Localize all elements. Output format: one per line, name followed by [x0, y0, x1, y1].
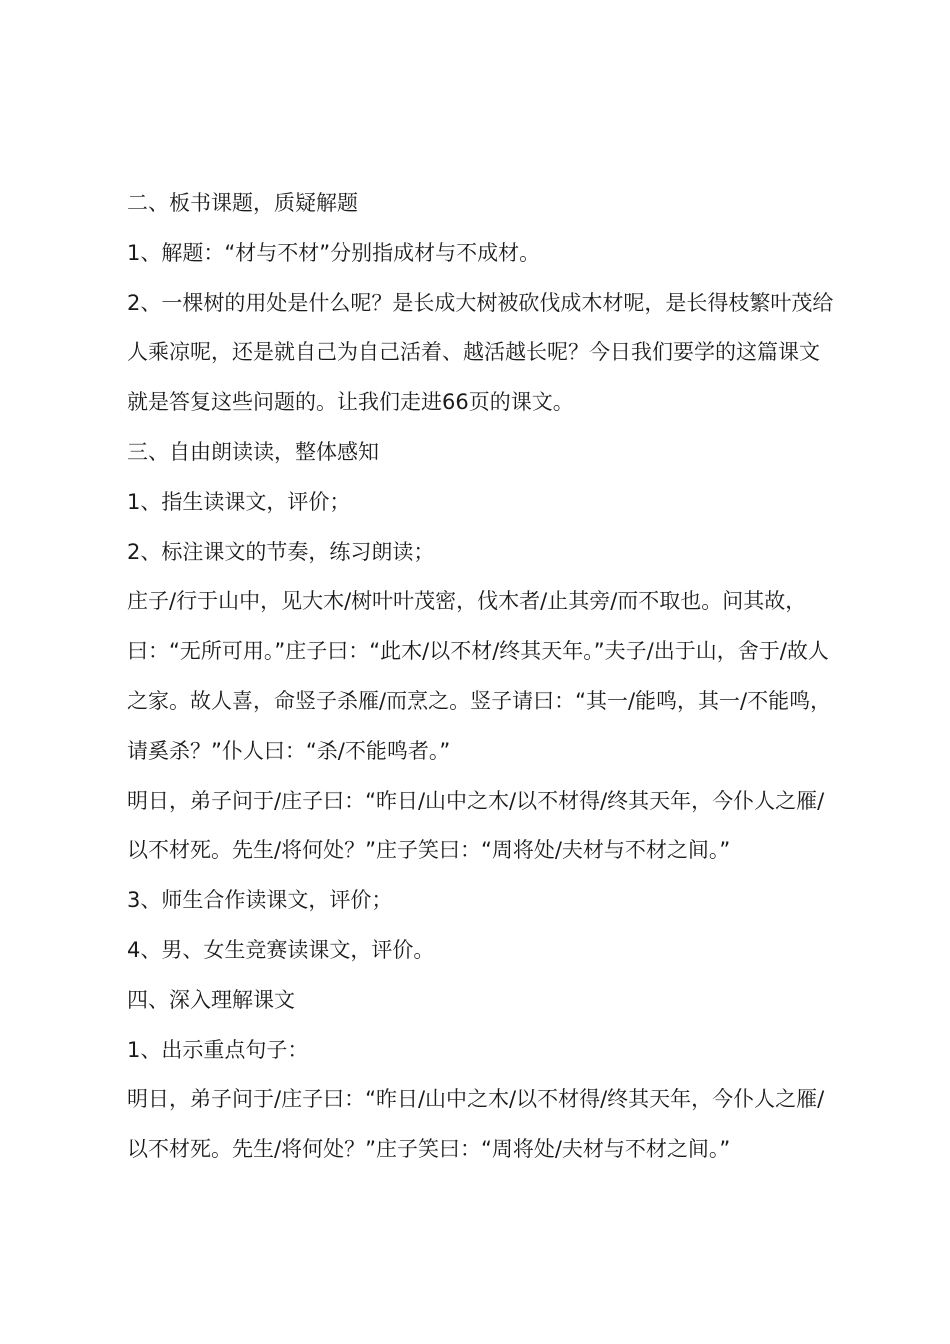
document-body: [127, 179, 837, 1175]
paragraph-text-part-2: 明日，弟子问于/庄子曰：“昨日/山中之木/以不材得/终其天年，今仆人之雁/以不材死。先生/将何处？”庄子笑曰：“周将处/夫材与不材之间。”: [127, 788, 825, 863]
paragraph-rhythm-marking: 2、标注课文的节奏，练习朗读；: [127, 539, 435, 564]
section-heading-3: 三、自由朗读读，整体感知: [127, 439, 379, 464]
paragraph-explain-title: 1、解题：“材与不材”分别指成材与不成材。: [127, 240, 541, 265]
paragraph-key-sentence-label: 1、出示重点句子：: [127, 1037, 309, 1062]
paragraph-key-sentence: 明日，弟子问于/庄子曰：“昨日/山中之木/以不材得/终其天年，今仆人之雁/以不材死。先生/将何处？”庄子笑曰：“周将处/夫材与不材之间。”: [127, 1087, 825, 1162]
paragraph-cooperative-reading: 3、师生合作读课文，评价；: [127, 888, 393, 913]
paragraph-competition-reading: 4、男、女生竞赛读课文，评价。: [127, 937, 435, 962]
paragraph-student-reading: 1、指生读课文，评价；: [127, 489, 351, 514]
paragraph-text-part-1: 庄子/行于山中，见大木/树叶叶茂密，伐木者/止其旁/而不取也。问其故，曰：“无所可用。”庄子曰：“此木/以不材/终其天年。”夫子/出于山，舍于/故人之家。故人喜，命竖子杀雁/而烹之。竖子请曰：“其一/能鸣，其一/不能鸣，请奚杀？”仆人曰：“杀/不能鸣者。”: [127, 589, 832, 763]
section-heading-4: 四、深入理解课文: [127, 987, 295, 1012]
section-heading-2: 二、板书课题，质疑解题: [127, 191, 358, 215]
paragraph-tree-question: 2、一棵树的用处是什么呢？是长成大树被砍伐成木材呢，是长得枝繁叶茂给人乘凉呢，还是就自己为自己活着、越活越长呢？今日我们要学的这篇课文就是答复这些问题的。让我们走进66页的课文。: [127, 290, 834, 415]
